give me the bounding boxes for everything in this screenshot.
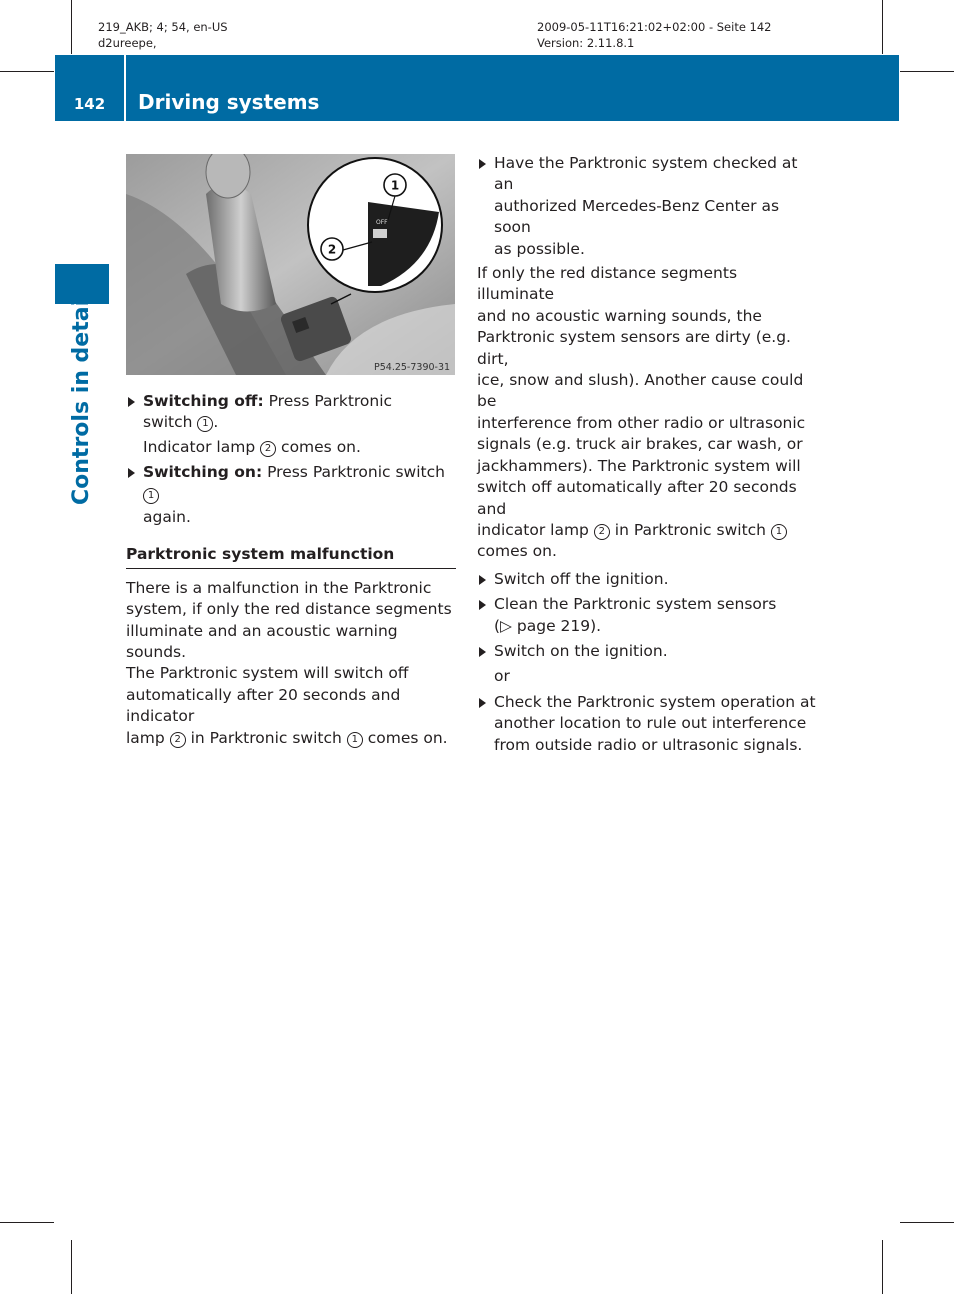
bullet-arrow-icon [479, 698, 486, 708]
bullet-arrow-icon [479, 575, 486, 585]
text: in Parktronic switch [190, 728, 342, 747]
page-number: 142 [73, 95, 106, 113]
or-text: or [494, 667, 510, 686]
bullet-arrow-icon [128, 397, 135, 407]
text: Indicator lamp [143, 437, 256, 456]
text: Press Parktronic [268, 392, 393, 410]
meta-left-line1: 219_AKB; 4; 54, en-US [98, 20, 228, 34]
text: from outside radio or ultrasonic signals. [494, 735, 803, 754]
right-column [477, 153, 817, 756]
text: comes on. [477, 542, 557, 561]
text: If only the red distance segments illuminate [477, 264, 738, 304]
page-reference-link[interactable]: (▷ page 219). [494, 616, 602, 635]
crop-mark [71, 0, 72, 54]
text: jackhammers). The Parktronic system will [477, 456, 801, 475]
text: and no acoustic warning sounds, the [477, 306, 762, 325]
parktronic-switch-photo [126, 154, 455, 375]
print-meta-right [537, 19, 772, 51]
checked-instruction [477, 153, 817, 260]
text: switch [143, 413, 193, 432]
meta-right-line2: Version: 2.11.8.1 [537, 36, 635, 50]
number-1-icon: 1 [143, 488, 159, 504]
meta-right-line1: 2009-05-11T16:21:02+02:00 - Seite 142 [537, 20, 772, 34]
meta-left-line2: d2ureepe, [98, 36, 157, 50]
text: interference from other radio or ultrasonic [477, 413, 806, 432]
number-2-icon: 2 [260, 441, 276, 457]
section-title: Driving systems [138, 90, 320, 114]
text: comes on. [281, 437, 361, 456]
callout-1: 1 [390, 178, 400, 193]
number-2-icon: 2 [594, 524, 610, 540]
text: in Parktronic switch [614, 520, 766, 539]
text: Have the Parktronic system checked at an [494, 154, 798, 194]
malfunction-heading: Parktronic system malfunction [126, 544, 456, 568]
ignition-on-instruction [477, 641, 817, 662]
bullet-arrow-icon [128, 468, 135, 478]
text: illuminate and an acoustic warning sounds. [126, 621, 398, 662]
malfunction-paragraph [126, 578, 456, 749]
print-meta-left [98, 19, 228, 51]
crop-mark [882, 1240, 883, 1294]
text: automatically after 20 seconds and indicator [126, 685, 401, 726]
text: The Parktronic system will switch off [126, 664, 409, 683]
text: Switch off the ignition. [494, 569, 669, 588]
number-2-icon: 2 [170, 732, 186, 748]
clean-sensors-instruction [477, 594, 817, 637]
text: Check the Parktronic system operation at [494, 692, 816, 711]
dirty-sensors-paragraph [477, 263, 817, 563]
text: system, if only the red distance segments [126, 600, 452, 619]
number-1-icon: 1 [347, 732, 363, 748]
switch-on-instruction [126, 462, 456, 528]
switch-off-instruction [126, 391, 456, 458]
text: as possible. [494, 239, 585, 258]
check-operation-instruction [477, 692, 817, 756]
switch-off-label: Switching off: [143, 392, 264, 410]
crop-mark [71, 1240, 72, 1294]
text: another location to rule out interference [494, 714, 807, 733]
crop-mark [0, 71, 54, 72]
side-tab-label: Controls in detail [69, 291, 94, 505]
number-1-icon: 1 [771, 524, 787, 540]
text: . [213, 413, 219, 432]
console-illustration [126, 154, 455, 375]
crop-mark [900, 1222, 954, 1223]
text: Switch on the ignition. [494, 641, 668, 660]
bullet-arrow-icon [479, 600, 486, 610]
bullet-arrow-icon [479, 647, 486, 657]
callout-2: 2 [327, 242, 337, 257]
left-column [126, 391, 456, 749]
text: again. [143, 508, 191, 527]
text: There is a malfunction in the Parktronic [126, 578, 432, 597]
number-1-icon: 1 [197, 416, 213, 432]
crop-mark [0, 1222, 54, 1223]
header-divider [124, 55, 126, 121]
bullet-arrow-icon [479, 159, 486, 169]
text: authorized Mercedes-Benz Center as soon [494, 196, 780, 237]
svg-text:OFF: OFF [376, 219, 388, 226]
ignition-off-instruction [477, 569, 817, 590]
text: lamp [126, 728, 165, 747]
text: Press Parktronic switch [267, 463, 445, 482]
crop-mark [900, 71, 954, 72]
text: Clean the Parktronic system sensors [494, 595, 777, 614]
switch-on-label: Switching on: [143, 463, 263, 482]
text: comes on. [367, 728, 448, 747]
text: switch off automatically after 20 seconds and [477, 478, 797, 518]
crop-mark [882, 0, 883, 54]
text: indicator lamp [477, 520, 589, 539]
figure-code: P54.25-7390-31 [374, 362, 451, 373]
text: ice, snow and slush). Another cause could be [477, 371, 804, 411]
text: signals (e.g. truck air brakes, car wash, or [477, 435, 803, 454]
text: Parktronic system sensors are dirty (e.g. dirt, [477, 328, 791, 368]
